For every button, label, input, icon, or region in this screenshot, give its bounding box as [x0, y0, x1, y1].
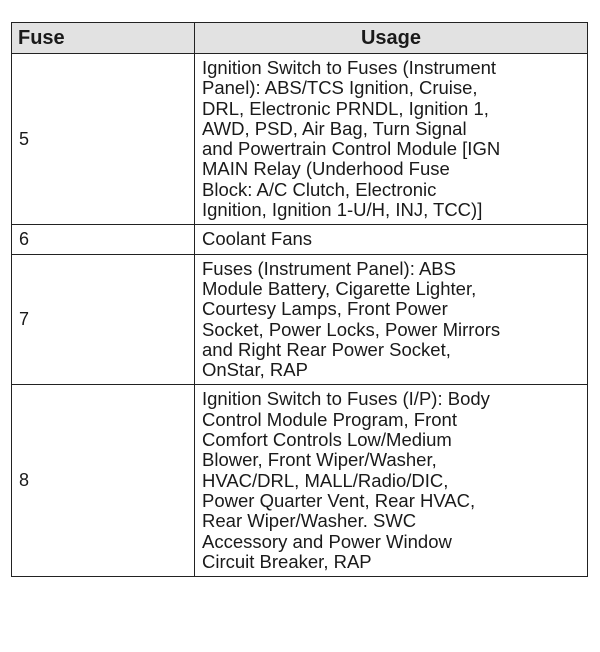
usage-line: Blower, Front Wiper/Washer, — [202, 449, 437, 471]
usage-line: Ignition Switch to Fuses (I/P): Body — [202, 388, 490, 410]
usage-line: Fuses (Instrument Panel): ABS — [202, 257, 456, 279]
table-row — [12, 225, 588, 254]
fuse-number-cell: 8 — [12, 385, 195, 577]
usage-line: Panel): ABS/TCS Ignition, Cruise, — [202, 77, 478, 99]
fuse-number-cell: 7 — [12, 254, 195, 385]
usage-line: Control Module Program, Front — [202, 408, 457, 430]
usage-cell — [195, 385, 588, 577]
usage-line: DRL, Electronic PRNDL, Ignition 1, — [202, 97, 489, 119]
header-usage: Usage — [195, 23, 588, 54]
usage-line: Ignition Switch to Fuses (Instrument — [202, 57, 497, 78]
usage-line: Rear Wiper/Washer. SWC — [202, 510, 417, 532]
usage-line: OnStar, RAP — [202, 359, 308, 381]
table-row — [12, 54, 588, 225]
usage-line: Coolant Fans — [202, 228, 313, 250]
table-row — [12, 385, 588, 577]
usage-line: Comfort Controls Low/Medium — [202, 429, 452, 451]
header-row — [12, 23, 588, 54]
fuse-number-cell: 5 — [12, 54, 195, 225]
usage-line: Ignition, Ignition 1-U/H, INJ, TCC)] — [202, 199, 483, 221]
usage-cell — [195, 225, 588, 254]
table-row — [12, 254, 588, 385]
usage-line: MAIN Relay (Underhood Fuse — [202, 158, 450, 180]
usage-line: Courtesy Lamps, Front Power — [202, 298, 448, 320]
fuse-usage-table — [11, 22, 588, 577]
usage-line: Module Battery, Cigarette Lighter, — [202, 277, 477, 299]
table-body — [12, 54, 588, 577]
usage-line: Block: A/C Clutch, Electronic — [202, 178, 437, 200]
header-fuse: Fuse — [12, 23, 195, 54]
usage-line: HVAC/DRL, MALL/Radio/DIC, — [202, 469, 449, 491]
usage-line: Socket, Power Locks, Power Mirrors — [202, 318, 501, 340]
usage-line: and Powertrain Control Module [IGN — [202, 138, 501, 160]
usage-line: Power Quarter Vent, Rear HVAC, — [202, 489, 476, 511]
fuse-number-cell: 6 — [12, 225, 195, 254]
usage-line: Circuit Breaker, RAP — [202, 550, 372, 572]
usage-cell — [195, 254, 588, 385]
usage-line: AWD, PSD, Air Bag, Turn Signal — [202, 117, 467, 139]
usage-line: Accessory and Power Window — [202, 530, 452, 552]
usage-line: and Right Rear Power Socket, — [202, 338, 451, 360]
usage-cell — [195, 54, 588, 225]
